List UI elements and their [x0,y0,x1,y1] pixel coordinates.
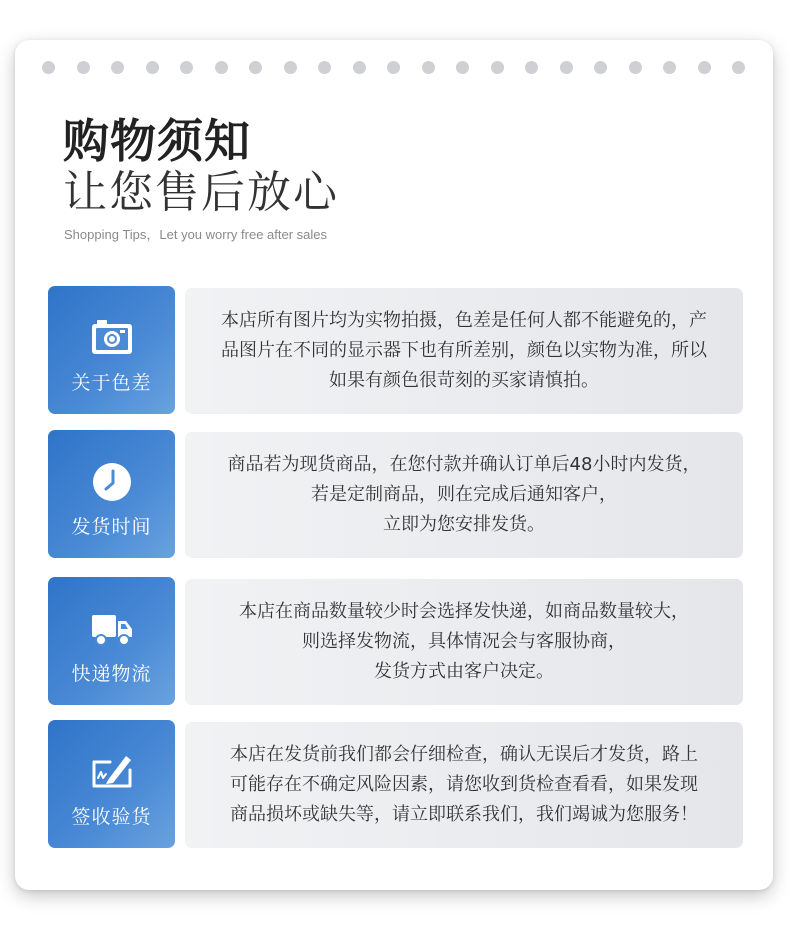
tip-label: 快递物流 [71,663,152,685]
truck-icon [90,609,134,649]
camera-icon [90,318,134,358]
tip-description-box [185,432,743,558]
page-subtitle: 让您售后放心 [63,167,339,218]
binder-dot [698,61,711,74]
tip-tag-color [48,286,175,414]
tip-description-box [185,288,743,414]
tip-row-logistics [48,577,743,705]
tip-row-shipping-time [48,430,743,558]
binder-dot [180,61,193,74]
tip-description: 本店在发货前我们都会仔细检查，确认无误后才发货，路上 可能存在不确定风险因素，请您收到货检查看看，如果发现 商品损坏或缺失等，请立即联系我们，我们竭诚为您服务！ [230,744,698,825]
binder-dot [732,61,745,74]
binder-dot [594,61,607,74]
binder-dot [353,61,366,74]
shopping-tips-card [15,40,773,890]
tip-tag-logistics [48,577,175,705]
tip-label: 签收验货 [71,806,152,828]
tip-tag-shipping-time [48,430,175,558]
binder-dot [387,61,400,74]
sign-icon [90,752,134,792]
tip-label: 发货时间 [71,516,152,538]
binder-dot [525,61,538,74]
tip-label: 关于色差 [71,372,152,394]
binder-dot [146,61,159,74]
tip-description: 商品若为现货商品，在您付款并确认订单后48小时内发货， 若是定制商品，则在完成后通知客户， 立即为您安排发货。 [227,454,701,535]
binder-dot [456,61,469,74]
binder-dot [629,61,642,74]
binder-dot [560,61,573,74]
binder-dot [318,61,331,74]
tip-tag-inspection [48,720,175,848]
page-title: 购物须知 [63,114,251,168]
tip-row-inspection [48,720,743,848]
binder-dot [491,61,504,74]
tip-description-box [185,579,743,705]
binder-dots [42,60,745,74]
binder-dot [77,61,90,74]
page-english-subtitle: Shopping Tips，Let you worry free after sales [64,227,328,242]
tip-description: 本店在商品数量较少时会选择发快递，如商品数量较大， 则选择发物流，具体情况会与客服协商， 发货方式由客户决定。 [239,601,689,682]
binder-dot [215,61,228,74]
clock-icon [90,462,134,502]
tip-description-box [185,722,743,848]
binder-dot [111,61,124,74]
binder-dot [663,61,676,74]
binder-dot [284,61,297,74]
binder-dot [249,61,262,74]
binder-dot [42,61,55,74]
tip-row-color [48,286,743,414]
binder-dot [422,61,435,74]
tip-description: 本店所有图片均为实物拍摄，色差是任何人都不能避免的，产 品图片在不同的显示器下也有所差别，颜色以实物为准，所以 如果有颜色很苛刻的买家请慎拍。 [221,310,707,391]
